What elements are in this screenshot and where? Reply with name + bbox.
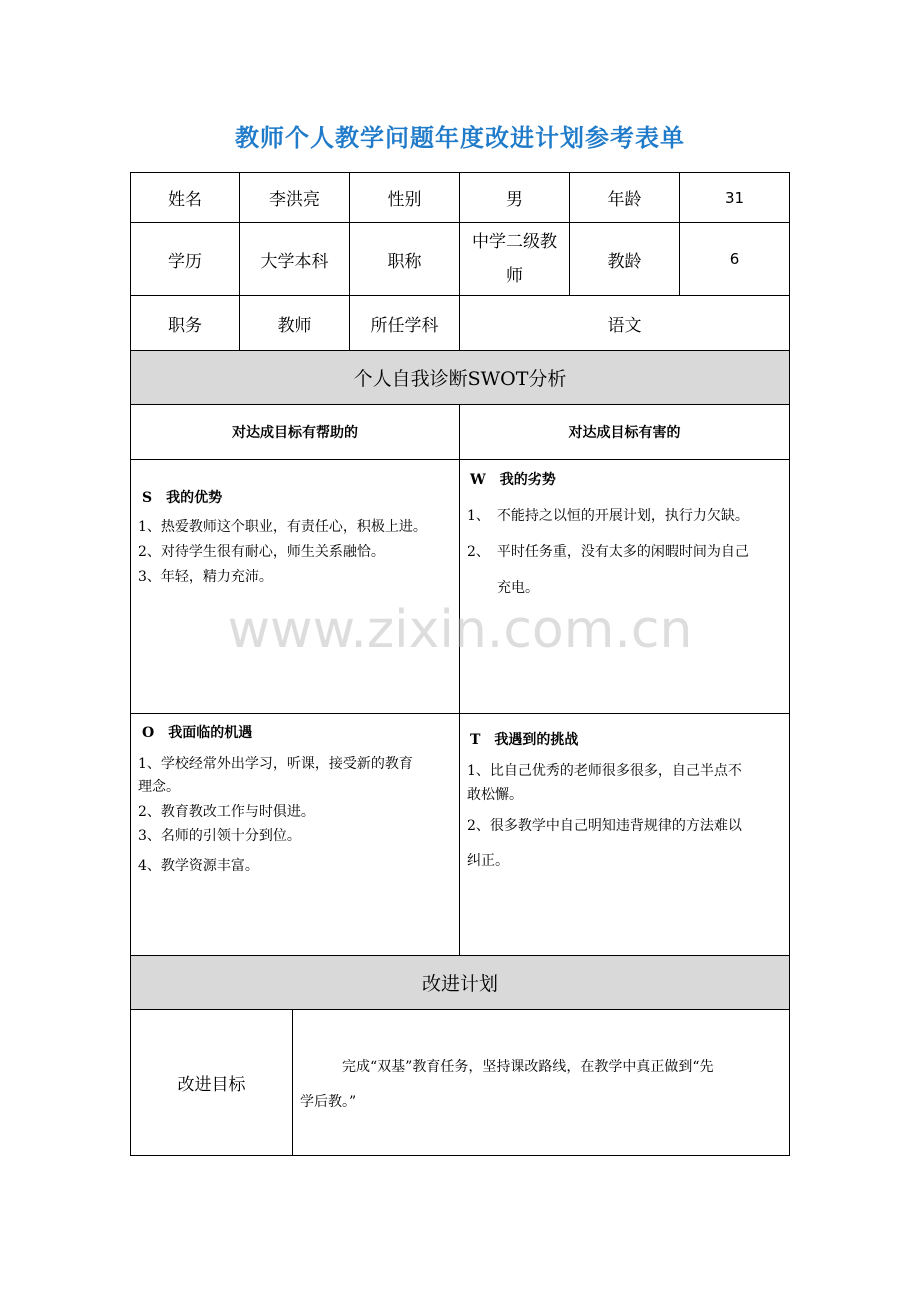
threat-item: 1、比自己优秀的老师很多很多，自己半点不: [467, 763, 742, 779]
strength-item: 2、对待学生很有耐心，师生关系融恰。: [138, 544, 385, 560]
threat-item: 敢松懈。: [467, 787, 523, 803]
label-teaching-years: 教龄: [607, 251, 642, 272]
col-divider: [459, 404, 460, 955]
col-divider: [292, 1009, 293, 1155]
value-education: 大学本科: [260, 251, 329, 272]
goal-text-line2: 学后教。”: [300, 1094, 357, 1110]
plan-heading: 改进计划: [421, 973, 498, 995]
value-title-line1: 中学二级教: [472, 232, 557, 252]
row-divider: [130, 459, 790, 460]
value-age: 31: [724, 188, 745, 207]
label-title: 职称: [387, 251, 422, 272]
weakness-item: 1、 不能持之以恒的开展计划，执行力欠缺。: [467, 508, 749, 524]
opportunities-heading: O 我面临的机遇: [142, 725, 253, 741]
value-title-line2: 师: [506, 266, 523, 286]
strength-item: 1、热爱教师这个职业，有责任心，积极上进。: [138, 519, 427, 535]
opportunity-item: 1、学校经常外出学习，听课，接受新的教育: [138, 756, 413, 772]
label-subject: 所任学科: [370, 315, 439, 336]
threats-heading: T 我遇到的挑战: [470, 732, 579, 748]
value-name: 李洪亮: [269, 190, 320, 210]
label-position: 职务: [168, 315, 202, 336]
label-age: 年龄: [607, 190, 642, 210]
row-divider: [130, 713, 790, 714]
weakness-item: 充电。: [497, 580, 539, 596]
weaknesses-heading: W 我的劣势: [470, 472, 556, 488]
page-title: 教师个人教学问题年度改进计划参考表单: [235, 124, 685, 152]
threat-item: 纠正。: [467, 853, 509, 869]
strength-item: 3、年轻，精力充沛。: [138, 569, 273, 585]
value-teaching-years: 6: [729, 250, 740, 268]
value-subject: 语文: [607, 315, 642, 336]
swot-heading: 个人自我诊断SWOT分析: [353, 368, 567, 390]
opportunity-item: 2、教育教改工作与时俱进。: [138, 804, 315, 820]
helpful-header: 对达成目标有帮助的: [232, 425, 358, 441]
opportunity-item: 理念。: [138, 779, 180, 795]
goal-label: 改进目标: [177, 1075, 246, 1095]
strengths-heading: S 我的优势: [142, 490, 223, 506]
value-gender: 男: [506, 190, 523, 210]
value-title: [460, 223, 569, 295]
opportunity-item: 4、教学资源丰富。: [138, 858, 259, 874]
opportunity-item: 3、名师的引领十分到位。: [138, 828, 301, 844]
goal-text-line1: 完成“双基”教育任务，坚持课改路线，在教学中真正做到“先: [342, 1059, 714, 1075]
watermark-text: www.zixin.com.cn: [227, 600, 693, 660]
label-gender: 性别: [387, 190, 422, 210]
value-position: 教师: [277, 315, 312, 336]
threat-item: 2、很多教学中自己明知违背规律的方法难以: [467, 818, 742, 834]
harmful-header: 对达成目标有害的: [568, 425, 681, 441]
table-border-bottom: [130, 1155, 790, 1156]
label-education: 学历: [168, 251, 202, 272]
weakness-item: 2、 平时任务重，没有太多的闲暇时间为自己: [467, 544, 749, 560]
label-name: 姓名: [168, 190, 202, 210]
